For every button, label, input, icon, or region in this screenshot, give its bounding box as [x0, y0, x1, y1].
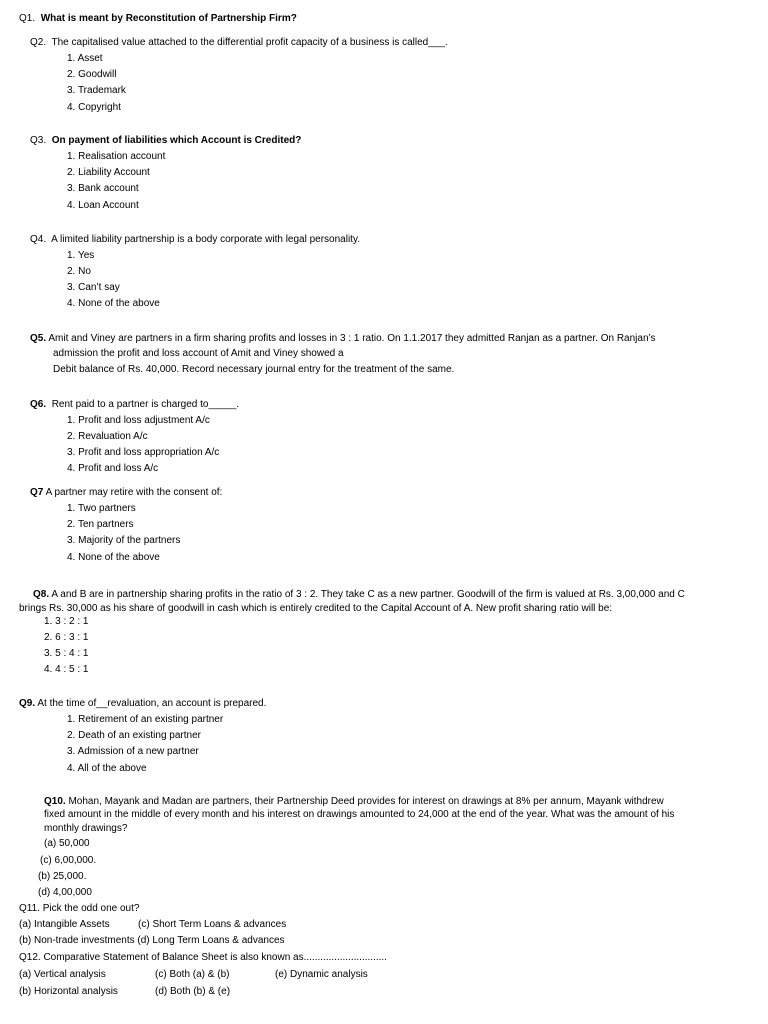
question-9 — [19, 698, 266, 710]
question-text: A limited liability partnership is a body corporate with legal personality. — [51, 234, 360, 245]
option: (b) Non-trade investments (d) Long Term Loans & advances — [19, 935, 285, 946]
question-text-line: A and B are in partnership sharing profits in the ratio of 3 : 2. They take C as a new partner. Goodwill of the firm is valued at Rs. 3,00,000 and C — [51, 589, 685, 600]
question-text-line: Amit and Viney are partners in a firm sharing profits and losses in 3 : 1 ratio. On 1.1.2017 they admitted Ranjan as a partner. On Ranjan’s — [48, 333, 656, 344]
question-text: A partner may retire with the consent of: — [45, 487, 223, 498]
option: 3. Profit and loss appropriation A/c — [67, 447, 220, 458]
option: 1. Realisation account — [67, 151, 166, 162]
option: 4. None of the above — [67, 552, 160, 563]
option: 3. Can’t say — [67, 282, 120, 293]
question-2 — [30, 37, 448, 49]
question-1 — [19, 13, 297, 25]
question-number: Q6. — [30, 399, 47, 410]
question-text: Rent paid to a partner is charged to_____. — [51, 399, 240, 410]
question-7 — [30, 487, 222, 499]
question-number: Q2. — [30, 37, 47, 48]
question-3 — [30, 135, 301, 147]
question-text-line: fixed amount in the middle of every month and his interest on drawings amounted to 24,000 at the end of the year. What was the amount of his — [44, 809, 675, 820]
question-number: Q8. — [33, 589, 50, 600]
question-10 — [44, 796, 664, 808]
option: 1. Retirement of an existing partner — [67, 714, 224, 725]
option: 2. Goodwill — [67, 69, 117, 80]
question-12: Q12. Comparative Statement of Balance Sheet is also known as.............................. — [19, 952, 387, 963]
question-number: Q3. — [30, 135, 47, 146]
question-text: At the time of__revaluation, an account is prepared. — [37, 698, 267, 709]
option: (d) Both (b) & (e) — [155, 986, 231, 997]
question-number: Q7 — [30, 487, 44, 498]
option: (a) Vertical analysis — [19, 969, 106, 980]
option: 2. Ten partners — [67, 519, 134, 530]
question-text-line: Debit balance of Rs. 40,000. Record necessary journal entry for the treatment of the same. — [53, 364, 455, 375]
question-number: Q1. — [19, 13, 36, 24]
question-text-line: admission the profit and loss account of Amit and Viney showed a — [53, 348, 344, 359]
option: 3. Admission of a new partner — [67, 746, 199, 757]
option: 1. 3 : 2 : 1 — [44, 616, 89, 627]
option: 4. All of the above — [67, 763, 147, 774]
option: 2. No — [67, 266, 91, 277]
option: 1. Yes — [67, 250, 95, 261]
option: 3. Bank account — [67, 183, 139, 194]
option: (b) Horizontal analysis — [19, 986, 118, 997]
question-text-line: brings Rs. 30,000 as his share of goodwill in cash which is entirely credited to the Capital Account of A. New profit sharing ratio will be: — [19, 603, 613, 614]
question-number: Q9. — [19, 698, 36, 709]
question-number: Q5. — [30, 333, 47, 344]
question-5 — [30, 333, 656, 345]
question-11: Q11. Pick the odd one out? — [19, 903, 140, 914]
option: 3. Majority of the partners — [67, 535, 181, 546]
question-6 — [30, 399, 239, 411]
option: (a) Intangible Assets — [19, 919, 110, 930]
option: 2. 6 : 3 : 1 — [44, 632, 89, 643]
question-text-line: Mohan, Mayank and Madan are partners, their Partnership Deed provides for interest on drawings at 8% per annum, Mayank withdrew — [68, 796, 664, 807]
option: 4. Copyright — [67, 102, 121, 113]
option: 1. Profit and loss adjustment A/c — [67, 415, 210, 426]
question-text-line: monthly drawings? — [44, 823, 128, 834]
option: 2. Death of an existing partner — [67, 730, 201, 741]
option: 1. Two partners — [67, 503, 136, 514]
question-text: What is meant by Reconstitution of Partnership Firm? — [40, 13, 297, 24]
question-number: Q4. — [30, 234, 47, 245]
option: (c) 6,00,000. — [40, 855, 97, 866]
option: (c) Both (a) & (b) — [155, 969, 230, 980]
option: (a) 50,000 — [44, 838, 90, 849]
option: 2. Revaluation A/c — [67, 431, 148, 442]
question-8 — [33, 589, 685, 601]
option: 4. Profit and loss A/c — [67, 463, 159, 474]
option: 3. Trademark — [67, 85, 126, 96]
option: 1. Asset — [67, 53, 103, 64]
option: 4. Loan Account — [67, 200, 139, 211]
option: (c) Short Term Loans & advances — [138, 919, 287, 930]
question-4 — [30, 234, 360, 246]
option: 4. None of the above — [67, 298, 160, 309]
option: (d) 4,00,000 — [38, 887, 92, 898]
question-text: The capitalised value attached to the differential profit capacity of a business is called___. — [51, 37, 448, 48]
option: 2. Liability Account — [67, 167, 150, 178]
option: 3. 5 : 4 : 1 — [44, 648, 89, 659]
option: (b) 25,000. — [38, 871, 87, 882]
question-number: Q10. — [44, 796, 66, 807]
question-text: On payment of liabilities which Account is Credited? — [51, 135, 302, 146]
option: (e) Dynamic analysis — [275, 969, 368, 980]
option: 4. 4 : 5 : 1 — [44, 664, 89, 675]
